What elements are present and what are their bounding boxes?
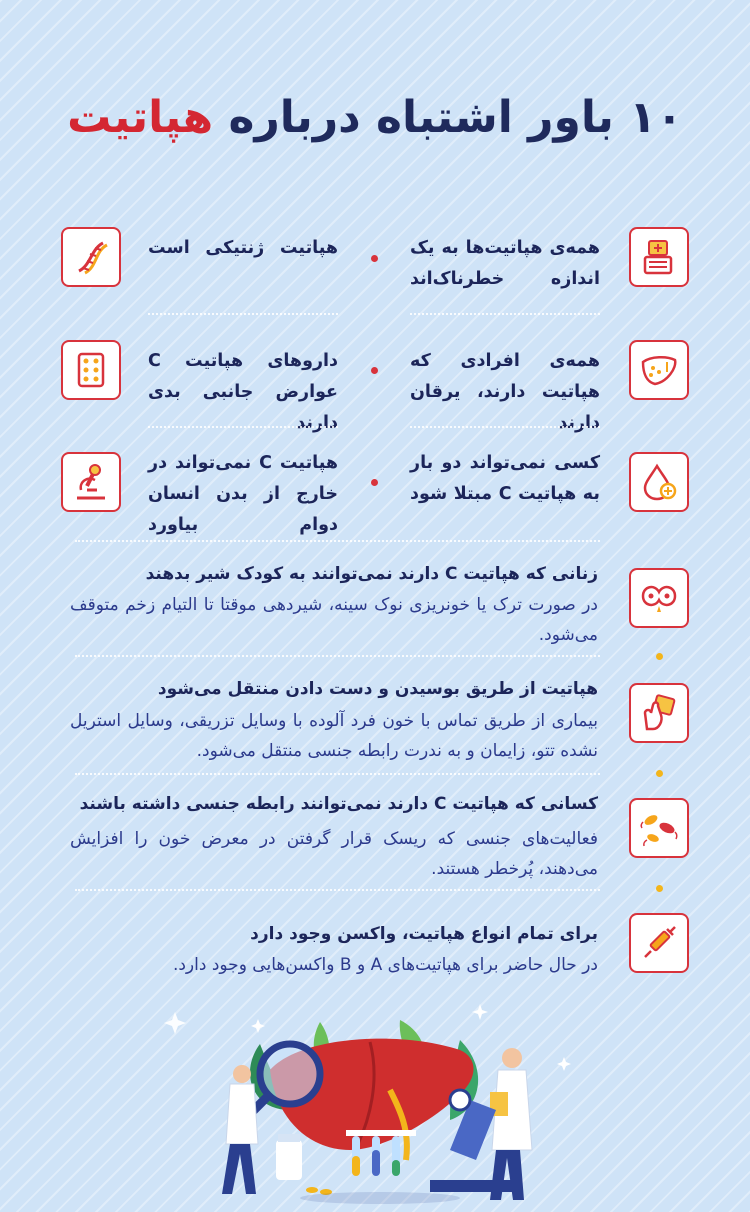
microscope-icon	[61, 452, 121, 512]
breast-icon	[629, 568, 689, 628]
title-highlight: هپاتیت	[67, 92, 214, 143]
blood-drop-icon	[629, 452, 689, 512]
divider	[75, 773, 600, 775]
cocktail-icon	[629, 227, 689, 287]
liver-doctors-illustration	[160, 1000, 600, 1212]
divider	[75, 540, 600, 542]
pills-icon	[61, 340, 121, 400]
dna-icon	[61, 227, 121, 287]
section-4-body: در حال حاضر برای هپاتیت‌های A و B واکسن‌هایی وجود دارد.	[172, 955, 598, 975]
grid-item-1-text: همه‌ی هپاتیت‌ها به یک اندازه خطرناک‌اند	[410, 238, 600, 289]
section-3-body: فعالیت‌های جنسی که ریسک قرار گرفتن در معرض خون را افزایش می‌دهند، پُرخطر هستند.	[70, 829, 598, 879]
grid-item-4-text: داروهای هپاتیت C عوارض جانبی بدی دارند	[148, 351, 338, 433]
connector-dot	[656, 885, 663, 892]
grid-item-6-text: هپاتیت C نمی‌تواند در خارج از بدن انسان دوام بیاورد	[148, 453, 338, 535]
bullet-dot	[371, 479, 378, 486]
divider	[148, 426, 338, 428]
grid-item-3-text: همه‌ی افرادی که هپاتیت دارند، یرقان دارند	[410, 351, 600, 433]
grid-item-5-text: کسی نمی‌تواند دو بار به هپاتیت C مبتلا شود	[410, 453, 600, 504]
bullet-dot	[371, 367, 378, 374]
section-2-body: بیماری از طریق تماس با خون فرد آلوده با وسایل تزریقی، وسایل استریل نشده تتو، زایمان و به ندرت رابطه جنسی منتقل می‌شود.	[70, 711, 598, 761]
divider	[148, 313, 338, 315]
divider	[410, 313, 600, 315]
connector-dot	[656, 653, 663, 660]
section-1-body: در صورت ترک یا خونریزی نوک سینه، شیردهی موقتا تا التیام زخم متوقف می‌شود.	[70, 595, 598, 645]
page-title	[0, 92, 750, 143]
divider	[75, 889, 600, 891]
bullet-dot	[371, 255, 378, 262]
bacteria-icon	[629, 798, 689, 858]
section-2-title: هپاتیت از طریق بوسیدن و دست دادن منتقل می‌شود	[157, 679, 598, 699]
hands-icon	[629, 683, 689, 743]
title-main: ۱۰ باور اشتباه درباره	[228, 92, 683, 143]
section-1-title: زنانی که هپاتیت C دارند نمی‌توانند به کودک شیر بدهند	[145, 564, 598, 584]
liver-icon	[629, 340, 689, 400]
divider	[410, 426, 600, 428]
syringe-icon	[629, 913, 689, 973]
divider	[75, 655, 600, 657]
grid-item-2-text: هپاتیت ژنتیکی است	[148, 238, 338, 258]
connector-dot	[656, 770, 663, 777]
section-3-title: کسانی که هپاتیت C دارند نمی‌توانند رابطه جنسی داشته باشند	[79, 794, 598, 814]
section-4-title: برای تمام انواع هپاتیت، واکسن وجود دارد	[250, 924, 598, 944]
